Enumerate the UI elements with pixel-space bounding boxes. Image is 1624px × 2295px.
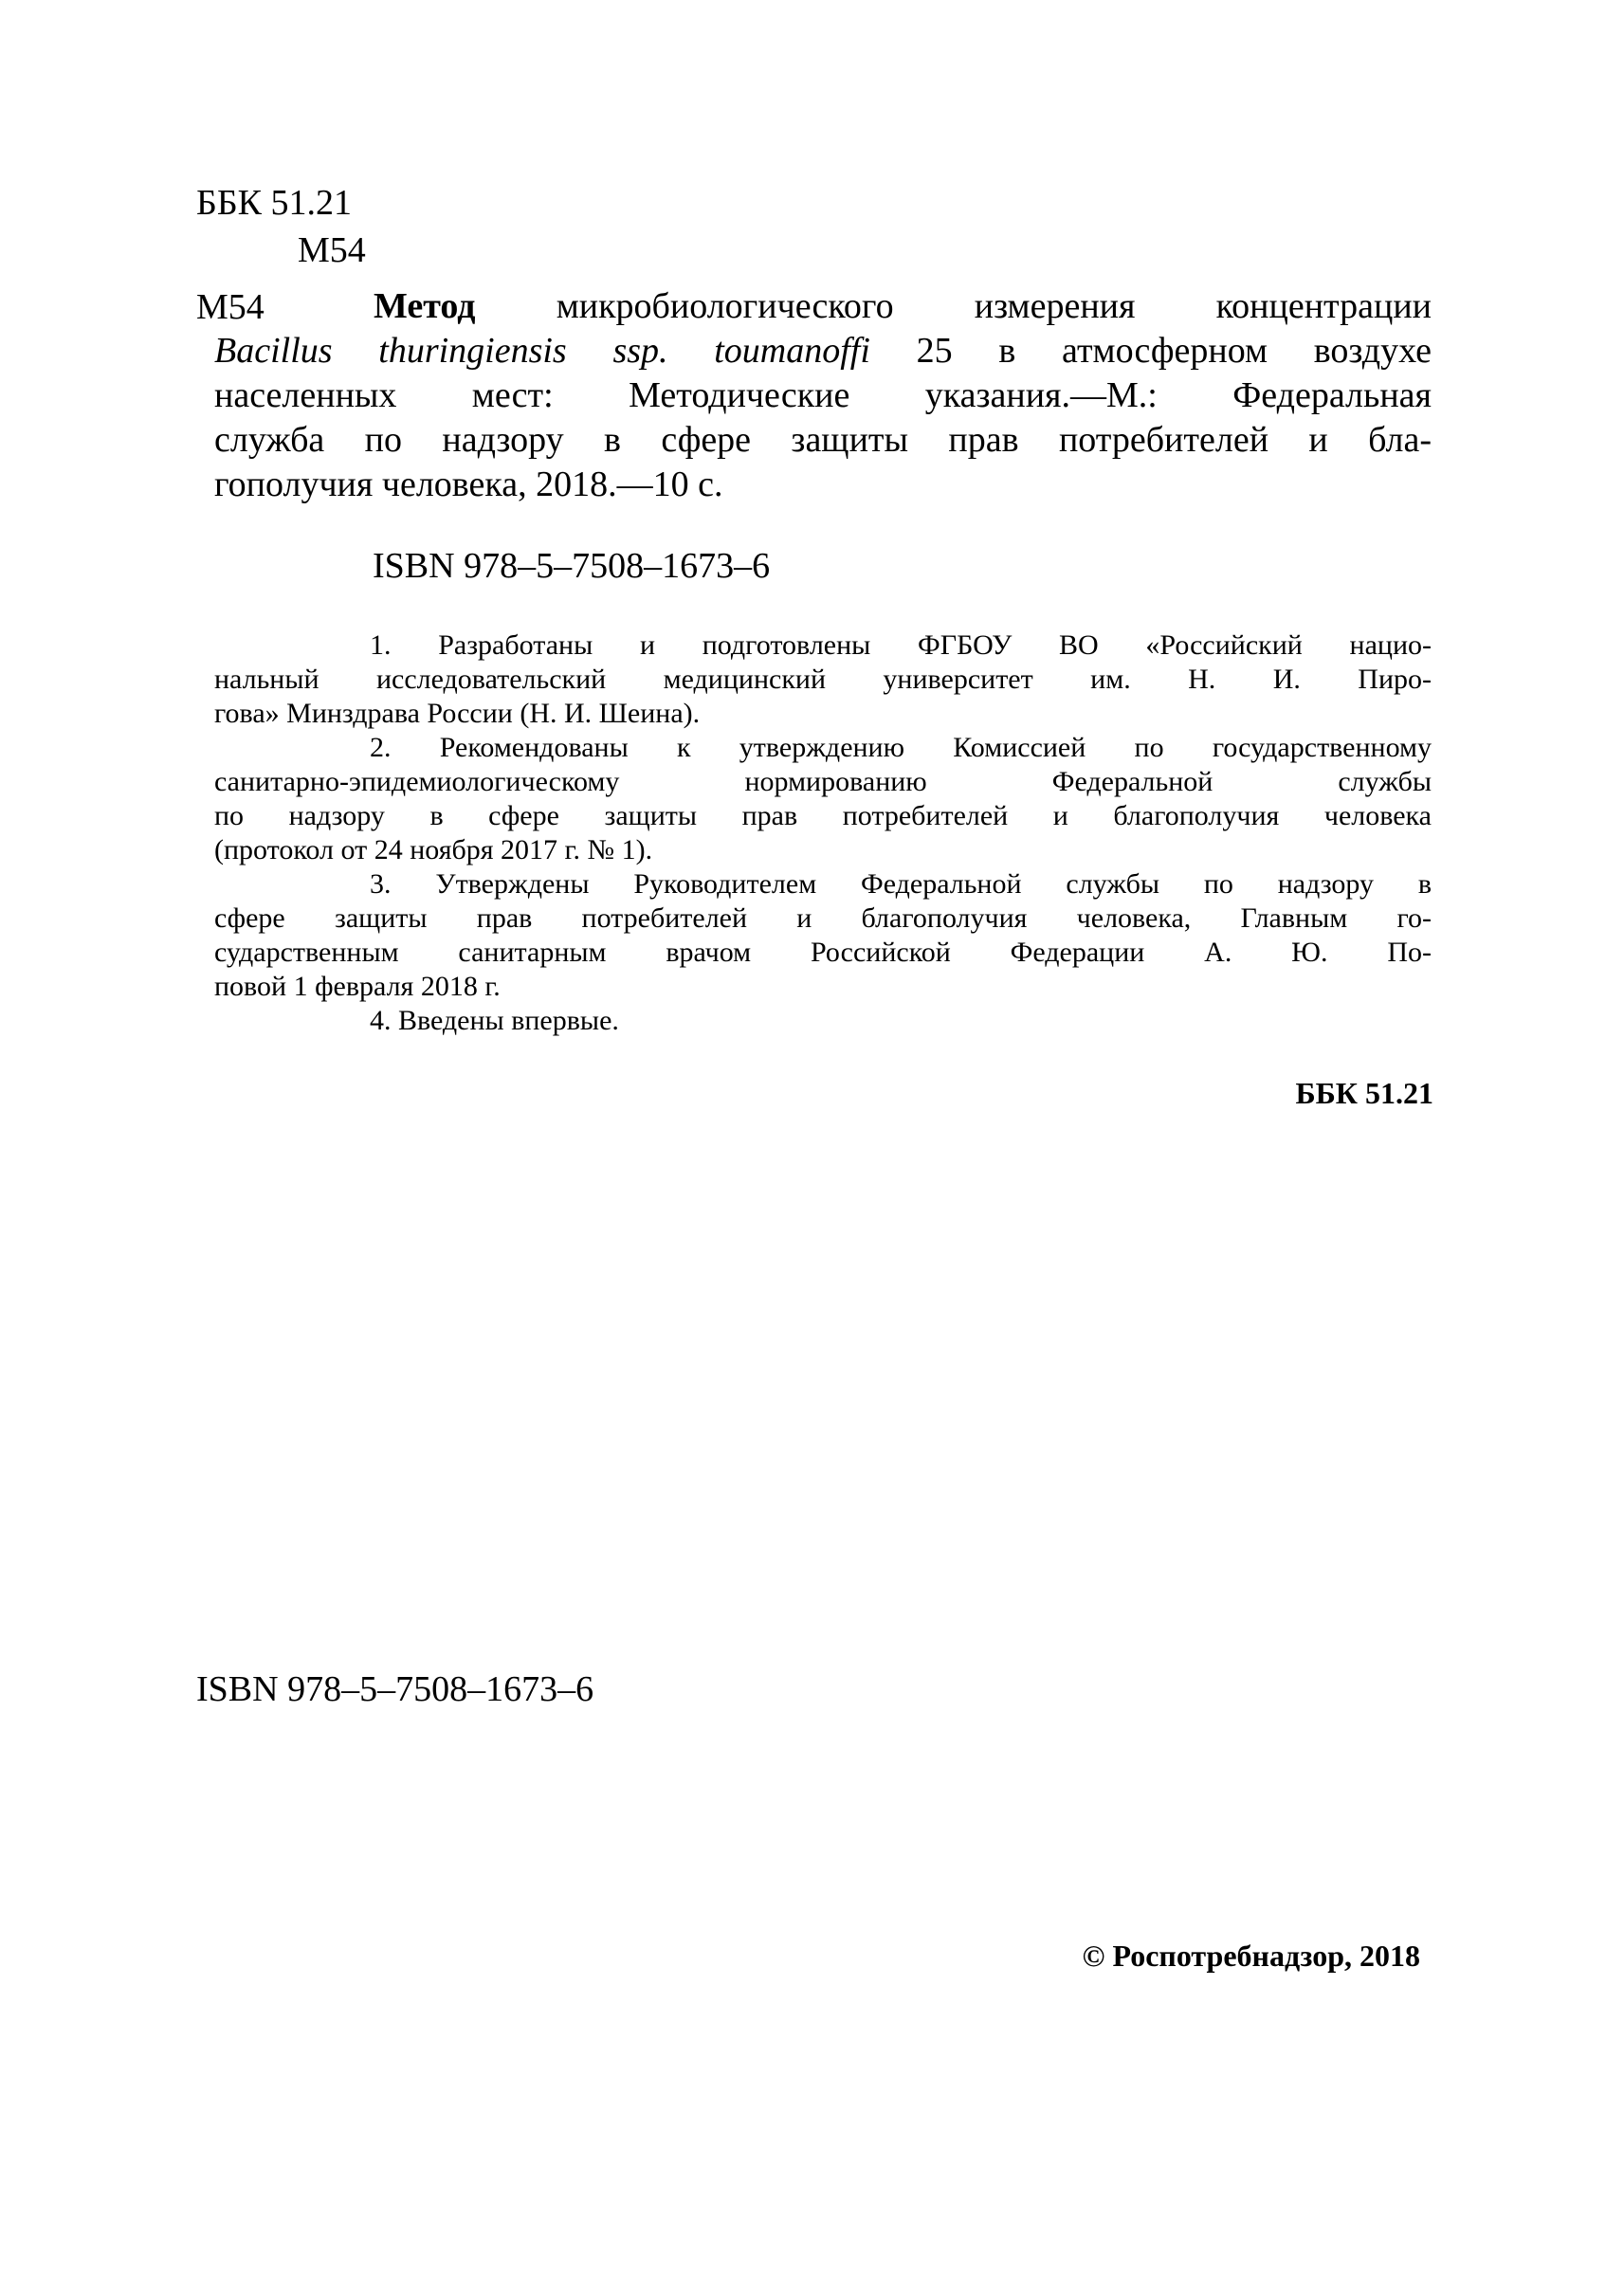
bib-line-5: гополучия человека, 2018.—10 с. [214, 464, 723, 504]
bib-line-1: Метод микробиологического измерения концентрации [374, 286, 1432, 326]
bbk-classification-code: ББК 51.21 [196, 183, 352, 223]
bib-line-2: Bacillus thuringiensis ssp. toumanoffi 25 в атмосферном воздухе [214, 331, 1432, 371]
publication-notes [214, 628, 1432, 1038]
note-line: по надзору в сфере защиты прав потребителей и благополучия человека [214, 800, 1432, 831]
note-line: (протокол от 24 ноября 2017 г. № 1). [214, 834, 653, 865]
note-line: сфере защиты прав потребителей и благополучия человека, Главным го- [214, 902, 1432, 934]
bib-species-italic: Bacillus thuringiensis ssp. toumanoffi [214, 331, 870, 371]
note-line: 2. Рекомендованы к утверждению Комиссией по государственному [370, 732, 1432, 763]
bib-title-bold: Метод [374, 286, 476, 326]
bbk-code-right: ББК 51.21 [1295, 1076, 1433, 1110]
bib-line-4: служба по надзору в сфере защиты прав потребителей и бла- [214, 420, 1432, 460]
note-line: нальный исследовательский медицинский университет им. Н. И. Пиро- [214, 664, 1432, 695]
bibliographic-entry [214, 284, 1432, 507]
note-line: повой 1 февраля 2018 г. [214, 971, 501, 1002]
bib-line-3: населенных мест: Методические указания.—М.: Федеральная [214, 375, 1432, 415]
isbn-number: ISBN 978–5–7508–1673–6 [373, 546, 771, 586]
note-line: 4. Введены впервые. [370, 1005, 619, 1036]
note-line: сударственным санитарным врачом Российской Федерации А. Ю. По- [214, 937, 1432, 968]
copyright-notice: © Роспотребнадзор, 2018 [1082, 1939, 1420, 1973]
note-line: гова» Минздрава России (Н. И. Шеина). [214, 698, 701, 729]
note-line: 3. Утверждены Руководителем Федеральной службы по надзору в [370, 868, 1432, 900]
author-mark: М54 [298, 230, 366, 270]
bibliographic-author-mark: М54 [196, 287, 265, 327]
note-line: санитарно-эпидемиологическому нормированию Федеральной службы [214, 766, 1432, 797]
isbn-number-bottom: ISBN 978–5–7508–1673–6 [196, 1669, 594, 1709]
note-line: 1. Разработаны и подготовлены ФГБОУ ВО «Российский нацио- [370, 629, 1432, 661]
